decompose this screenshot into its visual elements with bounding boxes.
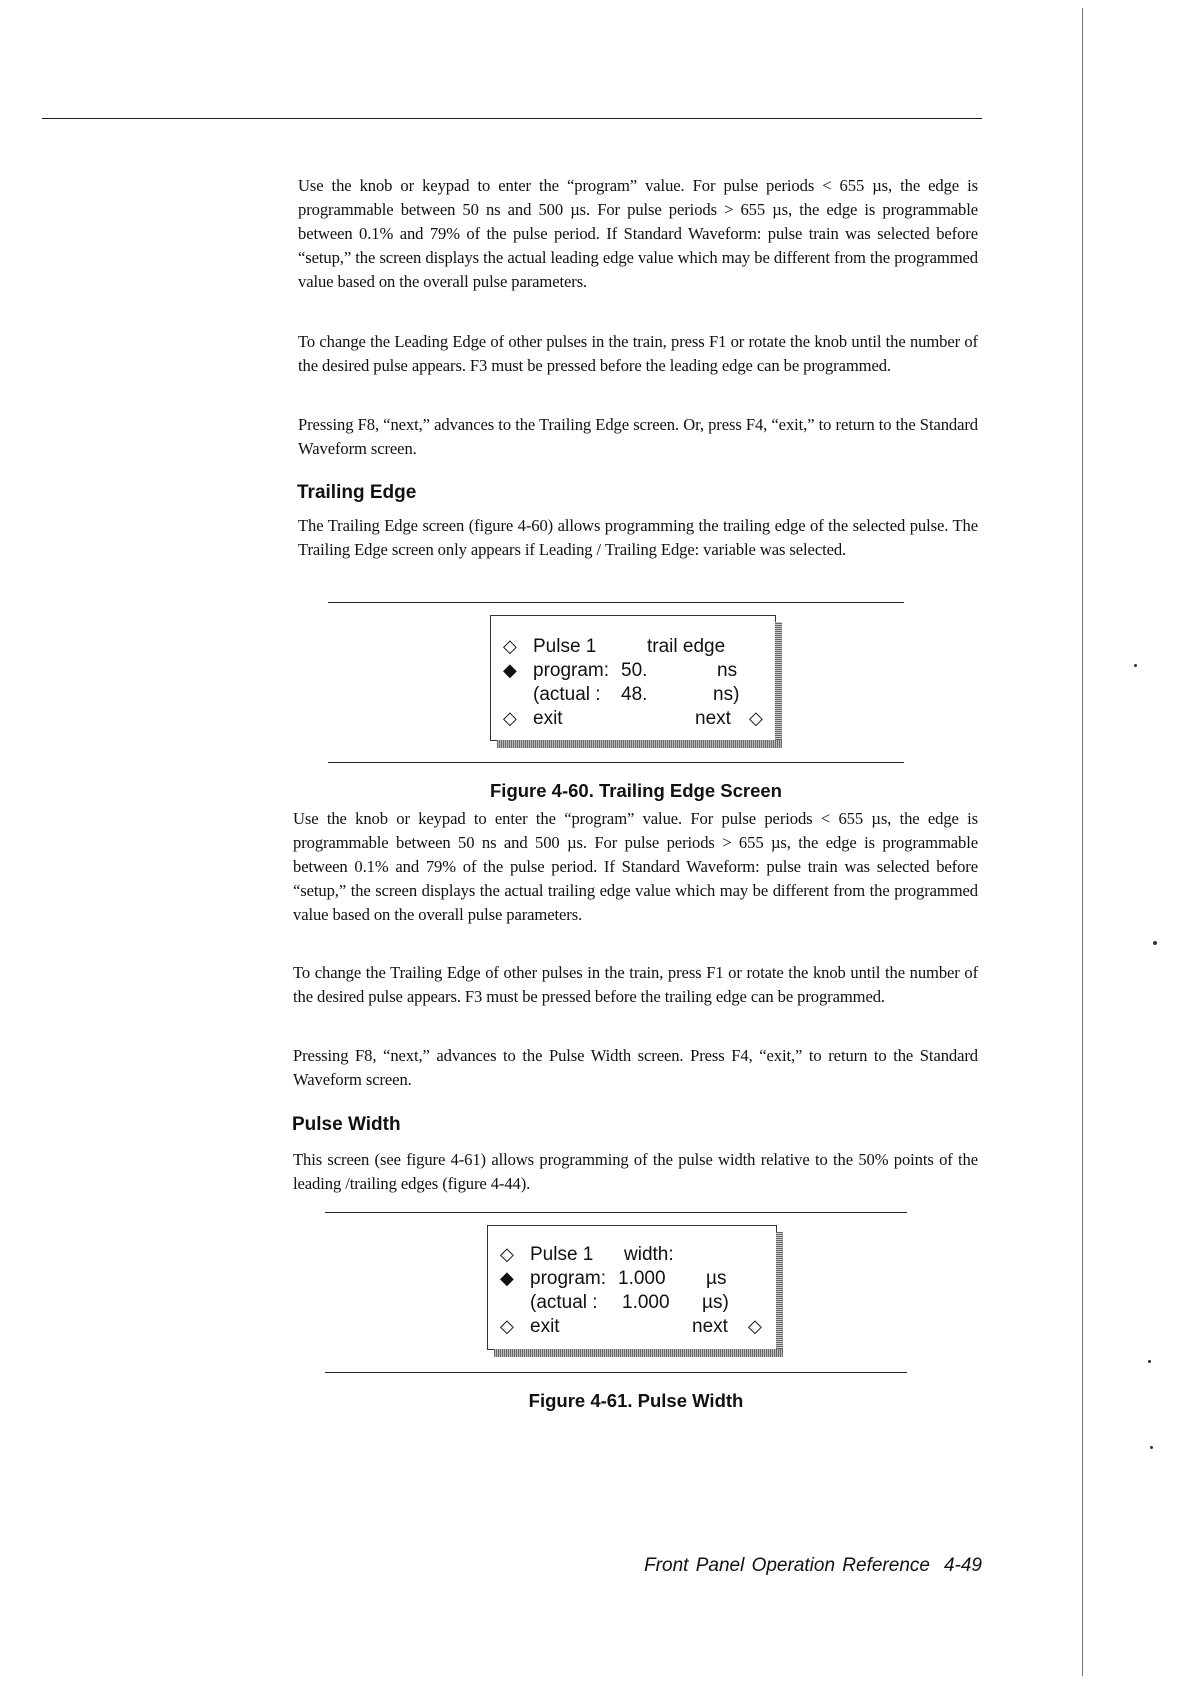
- screen-shadow: [497, 740, 782, 748]
- exit-label: exit: [530, 1316, 560, 1337]
- diamond-outline-icon: ◇: [503, 708, 517, 728]
- figure-4-60-caption: Figure 4-60. Trailing Edge Screen: [490, 780, 782, 801]
- next-label: next: [695, 708, 731, 729]
- screen-row-program: [491, 660, 775, 684]
- pulse-width-heading: Pulse Width: [292, 1114, 401, 1135]
- program-unit: ns: [717, 660, 738, 681]
- trailing-edge-screen: [490, 615, 776, 741]
- page-edge-line: [1082, 8, 1083, 1676]
- figure-bottom-rule: [325, 1372, 907, 1373]
- actual-label: (actual :: [533, 684, 601, 705]
- leading-edge-paragraph-2: To change the Leading Edge of other pulses in the train, press F1 or rotate the knob until the number of the desired pulse appears. F3 must be pressed before the leading edge can be programmed.: [298, 332, 978, 375]
- figure-top-rule: [325, 1212, 907, 1213]
- page-number: 4-49: [943, 1555, 982, 1576]
- header-rule: [42, 118, 982, 119]
- trailing-edge-paragraph-1: Use the knob or keypad to enter the “program” value. For pulse periods < 655 µs, the edge is programmable between 50 ns and 500 µs. For pulse periods > 655 µs, the edge is programmable between 0.1% and 79% of the pulse period. If Standard Waveform: pulse train was selected before “setup,” the screen displays the actual trailing edge value which may be different from the programmed value based on the overall pulse parameters.: [293, 809, 978, 924]
- screen-row-program: [488, 1268, 776, 1292]
- actual-value: 48.: [621, 684, 648, 705]
- diamond-filled-icon: ◆: [500, 1268, 514, 1288]
- program-value: 1.000: [618, 1268, 666, 1289]
- pulse-label: Pulse 1: [533, 636, 597, 657]
- next-label: next: [692, 1316, 728, 1337]
- screen-shadow: [775, 622, 782, 748]
- scan-speck: [1134, 664, 1137, 667]
- figure-bottom-rule: [328, 762, 904, 763]
- scan-speck: [1153, 941, 1157, 945]
- scan-speck: [1148, 1360, 1151, 1363]
- screen-row-actual: [488, 1292, 776, 1316]
- screen-row-pulse: [488, 1244, 776, 1268]
- trailing-edge-paragraph-3: Pressing F8, “next,” advances to the Pulse Width screen. Press F4, “exit,” to return to the Standard Waveform screen.: [293, 1046, 978, 1089]
- screen-shadow: [494, 1349, 783, 1357]
- trail-edge-label: trail edge: [647, 636, 726, 657]
- program-value: 50.: [621, 660, 648, 681]
- screen-row-exit: [491, 708, 775, 732]
- trailing-edge-paragraph-2: To change the Trailing Edge of other pulses in the train, press F1 or rotate the knob until the number of the desired pulse appears. F3 must be pressed before the trailing edge can be programmed.: [293, 963, 978, 1006]
- exit-label: exit: [533, 708, 563, 729]
- width-label: width:: [624, 1244, 674, 1265]
- program-label: program:: [533, 660, 610, 681]
- page-footer: [644, 1555, 982, 1577]
- trailing-edge-heading: Trailing Edge: [297, 482, 417, 503]
- figure-4-61-caption: Figure 4-61. Pulse Width: [528, 1390, 744, 1411]
- diamond-outline-icon: ◇: [748, 1316, 762, 1336]
- diamond-outline-icon: ◇: [503, 636, 517, 656]
- leading-edge-paragraph-3: Pressing F8, “next,” advances to the Trailing Edge screen. Or, press F4, “exit,” to return to the Standard Waveform screen.: [298, 415, 978, 458]
- program-unit: µs: [706, 1268, 727, 1289]
- actual-label: (actual :: [530, 1292, 598, 1313]
- diamond-outline-icon: ◇: [749, 708, 763, 728]
- actual-unit: µs): [702, 1292, 729, 1313]
- diamond-outline-icon: ◇: [500, 1244, 514, 1264]
- program-label: program:: [530, 1268, 607, 1289]
- leading-edge-paragraph-1: Use the knob or keypad to enter the “program” value. For pulse periods < 655 µs, the edge is programmable between 50 ns and 500 µs. For pulse periods > 655 µs, the edge is programmable between 0.1% and 79% of the pulse period. If Standard Waveform: pulse train was selected before “setup,” the screen displays the actual leading edge value which may be different from the programmed value based on the overall pulse parameters.: [298, 176, 978, 291]
- pulse-width-intro: This screen (see figure 4-61) allows programming of the pulse width relative to the 50% points of the leading /trailing edges (figure 4-44).: [293, 1150, 978, 1193]
- pulse-label: Pulse 1: [530, 1244, 594, 1265]
- actual-unit: ns): [713, 684, 740, 705]
- figure-top-rule: [328, 602, 904, 603]
- pulse-width-screen: [487, 1225, 777, 1350]
- screen-row-pulse: [491, 636, 775, 660]
- footer-title: Front Panel Operation Reference: [644, 1555, 930, 1576]
- screen-shadow: [776, 1232, 783, 1357]
- screen-row-actual: [491, 684, 775, 708]
- screen-row-exit: [488, 1316, 776, 1340]
- actual-value: 1.000: [622, 1292, 670, 1313]
- diamond-outline-icon: ◇: [500, 1316, 514, 1336]
- diamond-filled-icon: ◆: [503, 660, 517, 680]
- trailing-edge-intro: The Trailing Edge screen (figure 4-60) allows programming the trailing edge of the selected pulse. The Trailing Edge screen only appears if Leading / Trailing Edge: variable was selected.: [298, 516, 978, 559]
- scan-speck: [1150, 1446, 1153, 1449]
